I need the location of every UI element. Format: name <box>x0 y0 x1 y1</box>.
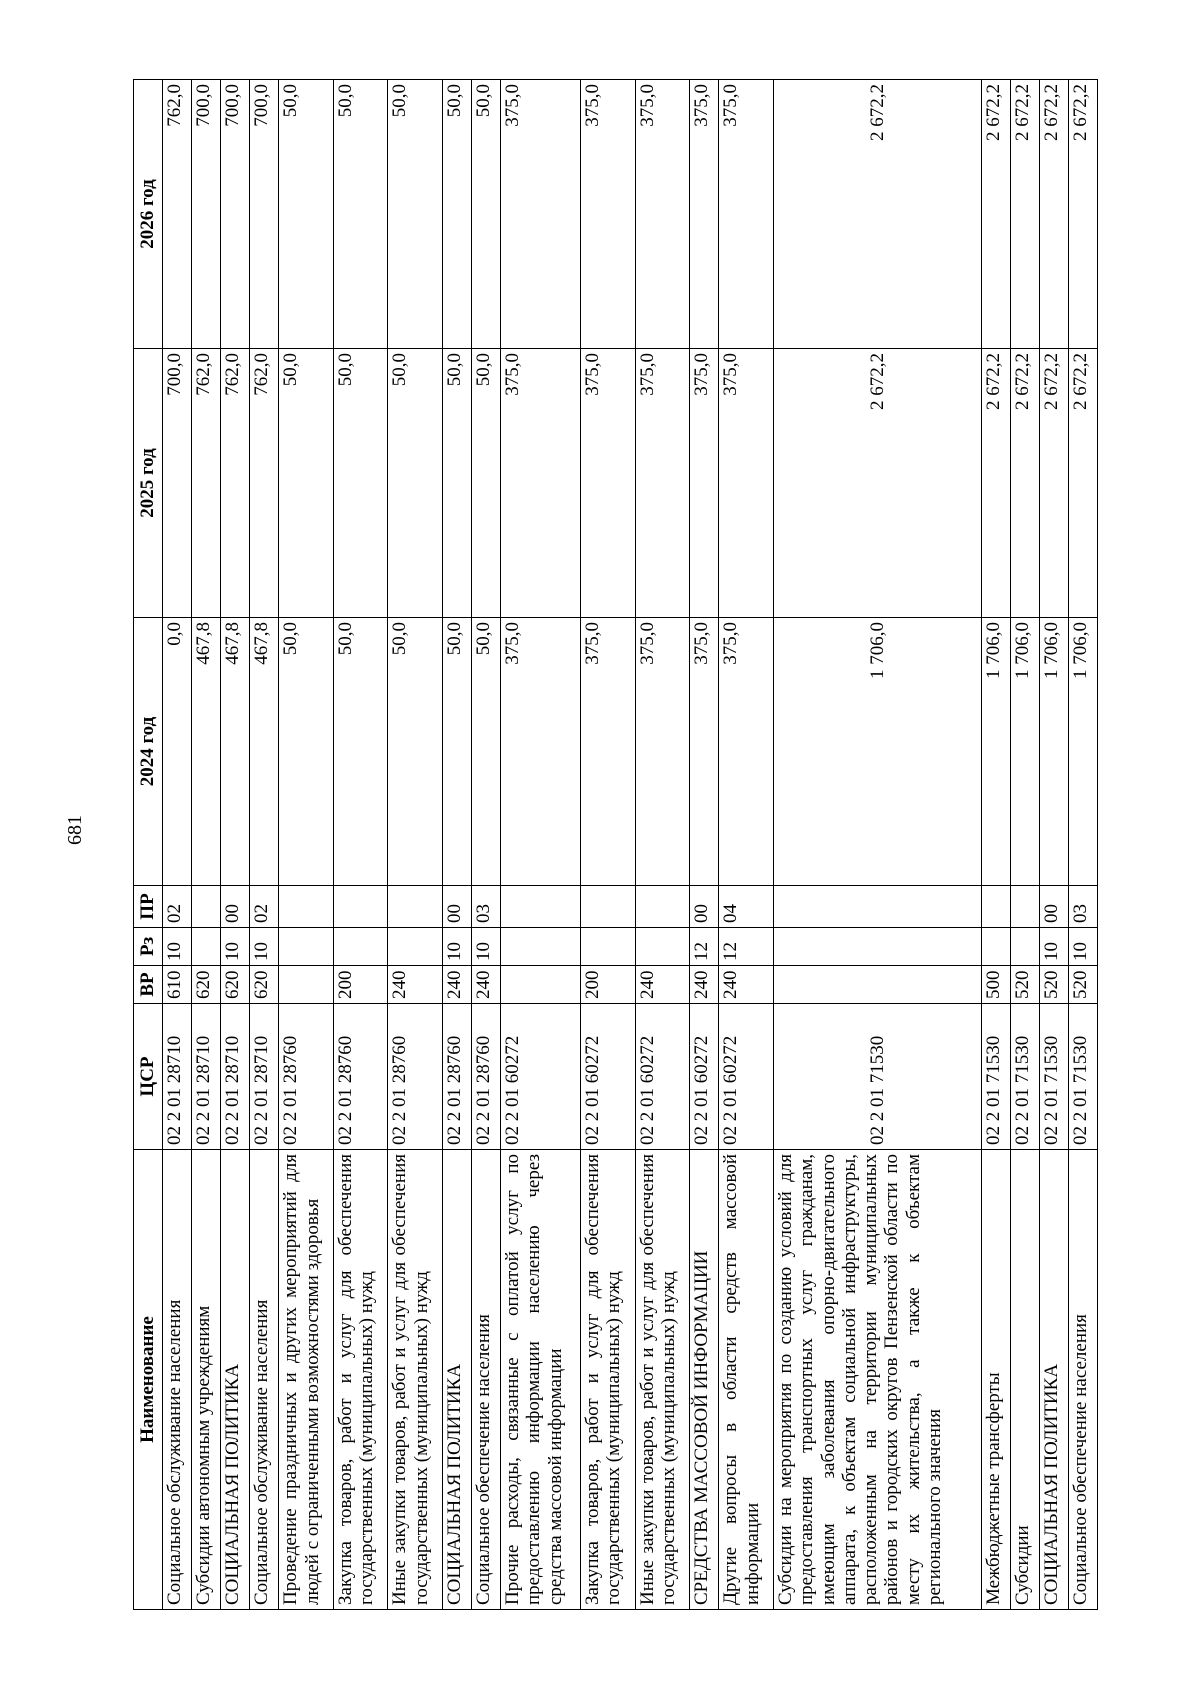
cell-pr <box>981 886 1010 928</box>
table-row <box>981 80 1010 1610</box>
cell-rz <box>388 928 443 966</box>
cell-csr: 02 2 01 60272 <box>635 1004 690 1150</box>
cell-pr: 02 <box>163 886 192 928</box>
cell-y2025: 50,0 <box>388 349 443 618</box>
cell-y2026: 2 672,2 <box>981 80 1010 349</box>
cell-csr: 02 2 01 28760 <box>472 1004 501 1150</box>
table-row <box>472 80 501 1610</box>
cell-y2024: 375,0 <box>581 618 636 886</box>
cell-rz <box>192 928 221 966</box>
cell-y2025: 50,0 <box>443 349 472 618</box>
cell-pr <box>333 886 388 928</box>
cell-vr: 200 <box>581 966 636 1004</box>
header-csr: ЦСР <box>134 1004 163 1150</box>
cell-rz <box>279 928 334 966</box>
cell-y2025: 375,0 <box>635 349 690 618</box>
cell-y2025: 375,0 <box>501 349 581 618</box>
cell-y2024: 1 706,0 <box>773 618 981 886</box>
cell-y2026: 375,0 <box>635 80 690 349</box>
cell-csr: 02 2 01 60272 <box>690 1004 719 1150</box>
cell-name: Субсидии на мероприятия по созданию условий для предоставления транспортных услуг гражданам, имеющим заболевания опорно-двигательного аппарата, к объектам социальной инфраструктуры, расположенным на территории муниципальных районов и городских округов Пензенской области по месту их жительства, а также к объектам регионального значения <box>773 1150 981 1610</box>
cell-csr: 02 2 01 28710 <box>192 1004 221 1150</box>
cell-y2025: 50,0 <box>333 349 388 618</box>
cell-rz <box>501 928 581 966</box>
cell-name: СРЕДСТВА МАССОВОЙ ИНФОРМАЦИИ <box>690 1150 719 1610</box>
cell-y2025: 762,0 <box>221 349 250 618</box>
cell-name: Прочие расходы, связанные с оплатой услуг по предоставлению информации населению через средства массовой информации <box>501 1150 581 1610</box>
cell-vr: 620 <box>192 966 221 1004</box>
cell-pr: 02 <box>250 886 279 928</box>
cell-y2026: 50,0 <box>388 80 443 349</box>
cell-y2026: 50,0 <box>333 80 388 349</box>
cell-vr: 240 <box>690 966 719 1004</box>
table-row <box>1010 80 1039 1610</box>
cell-y2024: 50,0 <box>279 618 334 886</box>
header-2024: 2024 год <box>134 618 163 886</box>
cell-y2026: 700,0 <box>192 80 221 349</box>
cell-vr: 520 <box>1068 966 1097 1004</box>
cell-y2024: 375,0 <box>635 618 690 886</box>
cell-rz: 10 <box>443 928 472 966</box>
cell-rz: 12 <box>719 928 774 966</box>
cell-name: Иные закупки товаров, работ и услуг для обеспечения государственных (муниципальных) нужд <box>635 1150 690 1610</box>
cell-y2026: 375,0 <box>690 80 719 349</box>
cell-vr: 200 <box>333 966 388 1004</box>
cell-csr: 02 2 01 28760 <box>388 1004 443 1150</box>
cell-y2025: 762,0 <box>192 349 221 618</box>
cell-y2024: 467,8 <box>192 618 221 886</box>
cell-name: Социальное обслуживание населения <box>163 1150 192 1610</box>
cell-y2026: 700,0 <box>250 80 279 349</box>
cell-y2026: 762,0 <box>163 80 192 349</box>
cell-pr <box>581 886 636 928</box>
cell-pr <box>388 886 443 928</box>
cell-rz: 10 <box>1039 928 1068 966</box>
table-row <box>635 80 690 1610</box>
cell-rz: 10 <box>250 928 279 966</box>
cell-y2025: 700,0 <box>163 349 192 618</box>
cell-y2026: 2 672,2 <box>1068 80 1097 349</box>
cell-rz <box>333 928 388 966</box>
table-row <box>1068 80 1097 1610</box>
cell-rz <box>1010 928 1039 966</box>
cell-y2024: 375,0 <box>501 618 581 886</box>
cell-vr <box>773 966 981 1004</box>
cell-csr: 02 2 01 71530 <box>1039 1004 1068 1150</box>
cell-pr: 00 <box>443 886 472 928</box>
cell-vr: 520 <box>1039 966 1068 1004</box>
cell-y2025: 2 672,2 <box>773 349 981 618</box>
cell-name: Социальное обеспечение населения <box>1068 1150 1097 1610</box>
cell-vr: 240 <box>388 966 443 1004</box>
cell-vr: 500 <box>981 966 1010 1004</box>
table-row <box>690 80 719 1610</box>
table-row <box>388 80 443 1610</box>
cell-name: Проведение праздничных и других мероприятий для людей с ограниченными возможностями здоровья <box>279 1150 334 1610</box>
cell-pr <box>1010 886 1039 928</box>
table-row <box>333 80 388 1610</box>
cell-y2024: 50,0 <box>443 618 472 886</box>
cell-rz: 10 <box>1068 928 1097 966</box>
cell-y2026: 2 672,2 <box>773 80 981 349</box>
cell-y2026: 700,0 <box>221 80 250 349</box>
cell-pr <box>501 886 581 928</box>
cell-y2025: 375,0 <box>581 349 636 618</box>
cell-y2024: 467,8 <box>221 618 250 886</box>
table-row <box>581 80 636 1610</box>
cell-csr: 02 2 01 28760 <box>443 1004 472 1150</box>
cell-y2026: 50,0 <box>472 80 501 349</box>
table-row <box>221 80 250 1610</box>
cell-rz: 12 <box>690 928 719 966</box>
cell-y2025: 2 672,2 <box>1039 349 1068 618</box>
cell-name: Субсидии <box>1010 1150 1039 1610</box>
cell-vr: 620 <box>221 966 250 1004</box>
cell-name: Другие вопросы в области средств массовой информации <box>719 1150 774 1610</box>
cell-csr: 02 2 01 28710 <box>221 1004 250 1150</box>
cell-name: Социальное обеспечение населения <box>472 1150 501 1610</box>
table-row <box>192 80 221 1610</box>
cell-y2025: 2 672,2 <box>1010 349 1039 618</box>
cell-csr: 02 2 01 60272 <box>581 1004 636 1150</box>
cell-name: Закупка товаров, работ и услуг для обеспечения государственных (муниципальных) нужд <box>333 1150 388 1610</box>
cell-csr: 02 2 01 28710 <box>163 1004 192 1150</box>
cell-y2026: 375,0 <box>501 80 581 349</box>
cell-y2024: 0,0 <box>163 618 192 886</box>
table-row <box>719 80 774 1610</box>
cell-pr: 00 <box>221 886 250 928</box>
header-rz: Рз <box>134 928 163 966</box>
cell-rz <box>581 928 636 966</box>
table-row <box>773 80 981 1610</box>
cell-y2024: 50,0 <box>472 618 501 886</box>
cell-csr: 02 2 01 71530 <box>1010 1004 1039 1150</box>
cell-rz: 10 <box>221 928 250 966</box>
cell-csr: 02 2 01 28760 <box>279 1004 334 1150</box>
cell-pr <box>192 886 221 928</box>
cell-csr: 02 2 01 71530 <box>773 1004 981 1150</box>
header-vr: ВР <box>134 966 163 1004</box>
page-number: 681 <box>64 815 86 845</box>
cell-vr: 240 <box>443 966 472 1004</box>
cell-y2024: 1 706,0 <box>1039 618 1068 886</box>
cell-vr <box>279 966 334 1004</box>
cell-y2024: 1 706,0 <box>981 618 1010 886</box>
cell-csr: 02 2 01 71530 <box>1068 1004 1097 1150</box>
header-name: Наименование <box>134 1150 163 1610</box>
cell-pr: 03 <box>1068 886 1097 928</box>
table-row <box>163 80 192 1610</box>
cell-y2024: 50,0 <box>333 618 388 886</box>
budget-table <box>133 79 1098 1610</box>
cell-y2025: 2 672,2 <box>1068 349 1097 618</box>
header-pr: ПР <box>134 886 163 928</box>
cell-y2024: 375,0 <box>690 618 719 886</box>
table-body <box>163 80 1098 1610</box>
cell-y2026: 2 672,2 <box>1010 80 1039 349</box>
cell-y2025: 50,0 <box>472 349 501 618</box>
cell-y2024: 375,0 <box>719 618 774 886</box>
cell-y2024: 50,0 <box>388 618 443 886</box>
cell-vr: 240 <box>472 966 501 1004</box>
cell-csr: 02 2 01 60272 <box>501 1004 581 1150</box>
table-header-row <box>134 80 163 1610</box>
cell-pr: 00 <box>690 886 719 928</box>
table-row <box>1039 80 1068 1610</box>
header-2026: 2026 год <box>134 80 163 349</box>
cell-y2026: 50,0 <box>443 80 472 349</box>
cell-pr <box>279 886 334 928</box>
cell-rz <box>635 928 690 966</box>
cell-name: СОЦИАЛЬНАЯ ПОЛИТИКА <box>1039 1150 1068 1610</box>
cell-vr: 620 <box>250 966 279 1004</box>
cell-csr: 02 2 01 71530 <box>981 1004 1010 1150</box>
cell-vr: 520 <box>1010 966 1039 1004</box>
cell-y2026: 375,0 <box>581 80 636 349</box>
cell-csr: 02 2 01 28760 <box>333 1004 388 1150</box>
cell-name: Иные закупки товаров, работ и услуг для обеспечения государственных (муниципальных) нужд <box>388 1150 443 1610</box>
cell-y2025: 50,0 <box>279 349 334 618</box>
cell-csr: 02 2 01 28710 <box>250 1004 279 1150</box>
table-row <box>501 80 581 1610</box>
cell-vr: 240 <box>635 966 690 1004</box>
cell-pr: 04 <box>719 886 774 928</box>
cell-name: СОЦИАЛЬНАЯ ПОЛИТИКА <box>443 1150 472 1610</box>
cell-y2026: 2 672,2 <box>1039 80 1068 349</box>
cell-y2026: 50,0 <box>279 80 334 349</box>
cell-y2025: 2 672,2 <box>981 349 1010 618</box>
cell-name: Субсидии автономным учреждениям <box>192 1150 221 1610</box>
cell-y2024: 1 706,0 <box>1068 618 1097 886</box>
cell-vr: 240 <box>719 966 774 1004</box>
cell-name: Закупка товаров, работ и услуг для обеспечения государственных (муниципальных) нужд <box>581 1150 636 1610</box>
table-row <box>250 80 279 1610</box>
cell-rz: 10 <box>163 928 192 966</box>
cell-pr <box>635 886 690 928</box>
rotated-table-container <box>133 80 1098 1610</box>
cell-y2025: 762,0 <box>250 349 279 618</box>
cell-y2026: 375,0 <box>719 80 774 349</box>
cell-rz: 10 <box>472 928 501 966</box>
cell-name: Межбюджетные трансферты <box>981 1150 1010 1610</box>
cell-y2024: 1 706,0 <box>1010 618 1039 886</box>
cell-pr <box>773 886 981 928</box>
cell-y2025: 375,0 <box>690 349 719 618</box>
table-row <box>279 80 334 1610</box>
cell-name: Социальное обслуживание населения <box>250 1150 279 1610</box>
cell-y2025: 375,0 <box>719 349 774 618</box>
header-2025: 2025 год <box>134 349 163 618</box>
cell-name: СОЦИАЛЬНАЯ ПОЛИТИКА <box>221 1150 250 1610</box>
cell-vr <box>501 966 581 1004</box>
cell-rz <box>773 928 981 966</box>
cell-csr: 02 2 01 60272 <box>719 1004 774 1150</box>
cell-y2024: 467,8 <box>250 618 279 886</box>
cell-vr: 610 <box>163 966 192 1004</box>
cell-rz <box>981 928 1010 966</box>
cell-pr: 00 <box>1039 886 1068 928</box>
cell-pr: 03 <box>472 886 501 928</box>
table-row <box>443 80 472 1610</box>
